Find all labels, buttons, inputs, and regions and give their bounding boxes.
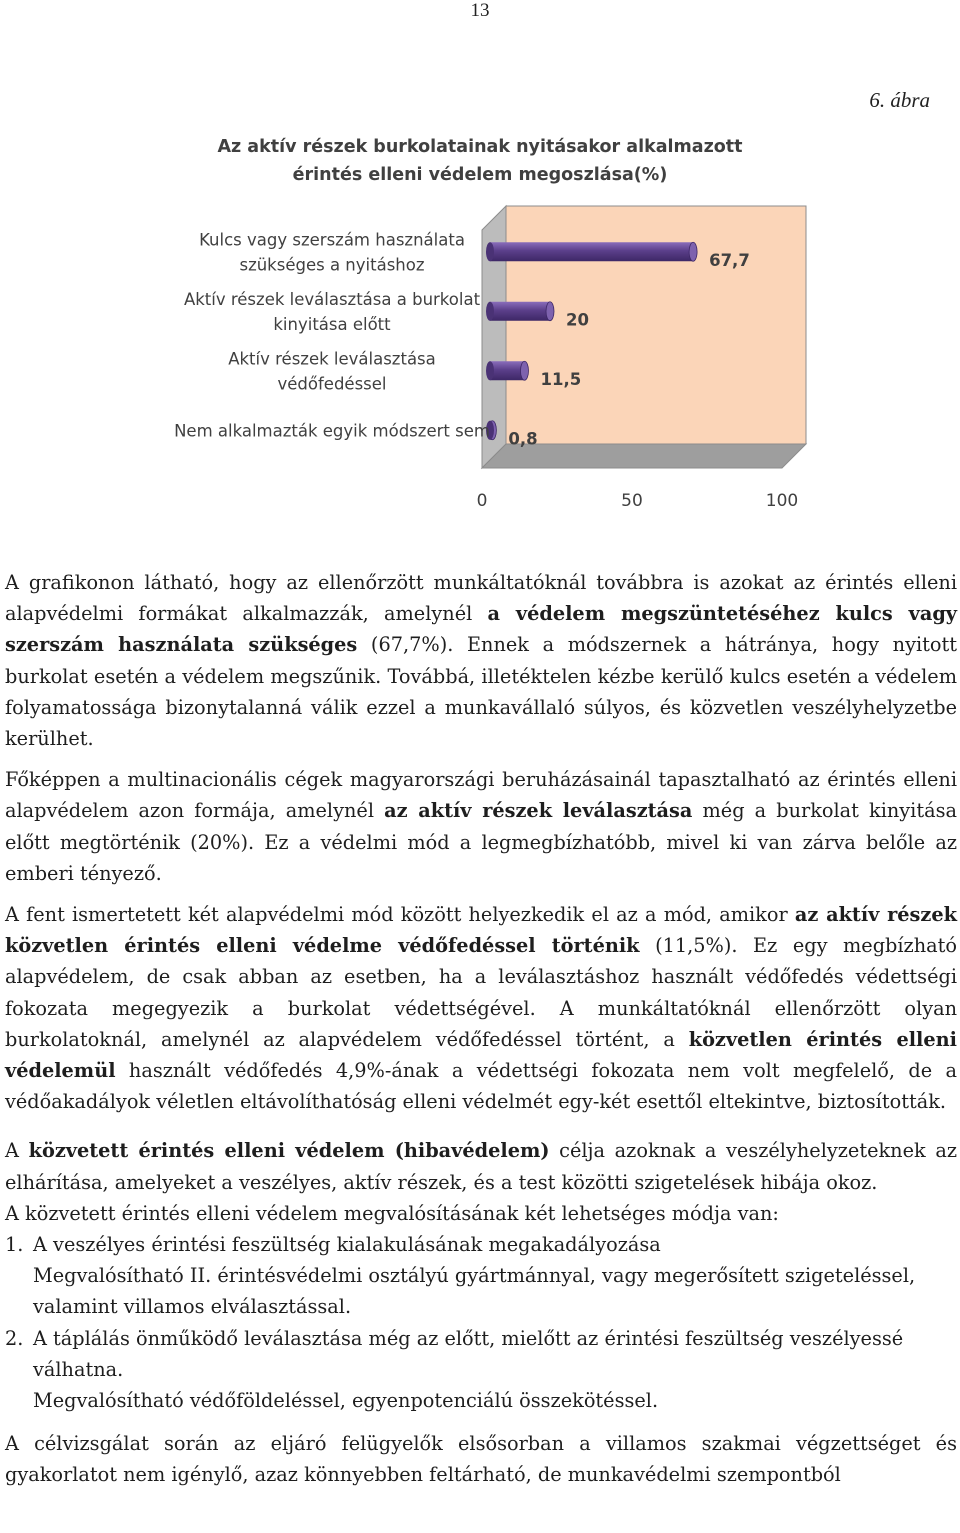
bar (486, 302, 554, 321)
bar (486, 361, 529, 380)
category-label: Nem alkalmazták egyik módszert sem (174, 421, 490, 441)
plot-back-wall (506, 206, 806, 444)
paragraph-3: A fent ismertetett két alapvédelmi mód között helyezkedik el az a mód, amikor az aktív részek közvetlen érintés elleni védelme védőfedéssel történik (11,5%). Ez egy megbízható alapvédelem, de csak abban az esetben, ha a leválasztáshoz használt védőfedés védettségi fokozata megegyezik a burkolat védettségével. A munkáltatóknál ellenőrzött olyan burkolatoknál, amelynél az alapvédelem védőfedéssel történt, a közvetlen érintés elleni védelemül használt védőfedés 4,9%-ának a védettségi fokozata nem volt megfelelő, de a védőakadályok véletlen eltávolíthatóság elleni védelmét egy-két esettől eltekintve, biztosították. (5, 903, 957, 1114)
chart-title-line: Az aktív részek burkolatainak nyitásakor alkalmazott (217, 137, 743, 157)
list-item (5, 1229, 957, 1323)
value-label: 11,5 (540, 369, 582, 389)
paragraph-6: A célvizsgálat során az eljáró felügyelők elsősorban a villamos szakmai végzettséget és gyakorlatot nem igénylő, azaz könnyebben feltárható, de munkavédelmi szempontból (5, 1432, 957, 1487)
paragraph-1: A grafikonon látható, hogy az ellenőrzött munkáltatóknál továbbra is azokat az érintés elleni alapvédelmi formákat alkalmazzák, amelynél a védelem megszüntetéséhez kulcs vagy szerszám használata szükséges (67,7%). Ennek a módszernek a hátránya, hogy nyitott burkolat esetén a védelem megszűnik. Továbbá, illetéktelen kézbe kerülő kulcs esetén a védelem folyamatossága bizonytalanná válik ezzel a munkavállaló súlyos, és közvetlen veszélyhelyzetbe kerülhet. (5, 571, 958, 751)
list-item-title: A táplálás önműködő leválasztása még az előtt, mielőtt az érintési feszültség veszélyessé válhatna. (33, 1326, 904, 1381)
category-label: Aktív részek leválasztása a burkolat kinyitása előtt (183, 289, 481, 334)
value-label: 0,8 (508, 429, 538, 449)
list-item-detail: Megvalósítható II. érintésvédelmi osztályú gyártmánnyal, vagy megerősített szigeteléssel, valamint villamos elválasztással. (33, 1264, 916, 1319)
paragraph-5: A közvetett érintés elleni védelem megvalósításának két lehetséges módja van: (5, 1201, 779, 1225)
x-tick-label: 50 (621, 491, 643, 511)
value-label: 67,7 (709, 250, 750, 270)
page-number: 13 (470, 0, 490, 21)
paragraph-4: A közvetett érintés elleni védelem (hibavédelem) célja azoknak a veszélyhelyzeteknek az elhárítása, amelyeket a veszélyes, aktív részek, és a test közötti szigetelések hibája okoz. (5, 1139, 957, 1194)
category-label: Kulcs vagy szerszám használata szükséges a nyitáshoz (199, 230, 465, 275)
value-label: 20 (566, 310, 589, 330)
x-tick-label: 0 (476, 491, 488, 511)
category-label: Aktív részek leválasztása védőfedéssel (228, 349, 436, 394)
list-item-title: A veszélyes érintési feszültség kialakulásának megakadályozása (33, 1233, 661, 1257)
bar-chart (130, 128, 810, 528)
list-number: 1. (5, 1233, 24, 1257)
list-item (5, 1323, 957, 1417)
list-number: 2. (5, 1326, 24, 1350)
list-item-detail: Megvalósítható védőföldeléssel, egyenpotenciálú összekötéssel. (33, 1389, 659, 1413)
figure-label: 6. ábra (869, 88, 930, 112)
bar (486, 242, 697, 261)
body-text (5, 567, 957, 1501)
paragraph-2: Főképpen a multinacionális cégek magyarországi beruházásainál tapasztalható az érintés elleni alapvédelem azon formája, amelynél az aktív részek leválasztása még a burkolat kinyitása előtt megtörténik (20%). Ez a védelmi mód a legmegbízhatóbb, mivel ki van zárva belőle az emberi tényező. (5, 768, 957, 885)
x-tick-label: 100 (765, 491, 799, 511)
chart-title-line: érintés elleni védelem megoszlása(%) (292, 165, 668, 185)
